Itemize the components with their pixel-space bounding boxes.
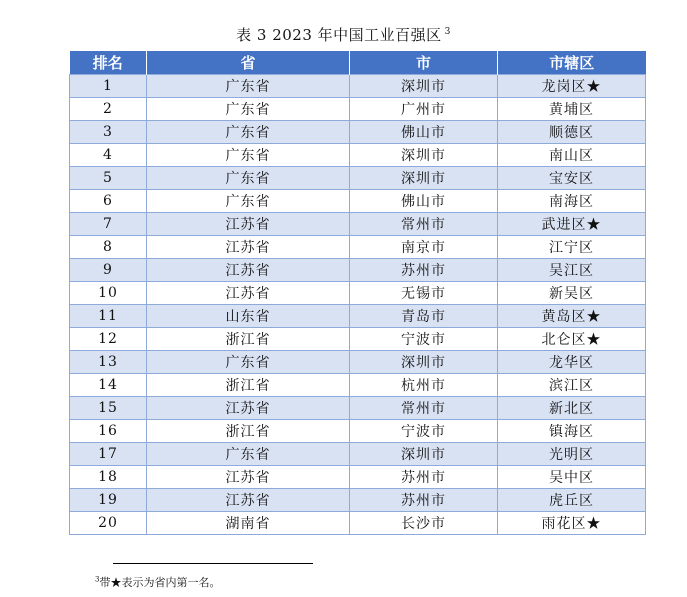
cell-district: 光明区 <box>498 443 646 466</box>
cell-province: 湖南省 <box>147 512 350 535</box>
table-row <box>70 489 646 512</box>
cell-city: 青岛市 <box>350 305 498 328</box>
cell-province: 广东省 <box>147 121 350 144</box>
table-row <box>70 374 646 397</box>
cell-province: 江苏省 <box>147 282 350 305</box>
header-rank: 排名 <box>70 51 147 75</box>
cell-rank: 5 <box>70 167 147 190</box>
cell-city: 常州市 <box>350 213 498 236</box>
cell-province: 山东省 <box>147 305 350 328</box>
caption-footnote-mark: 3 <box>444 27 451 37</box>
cell-rank: 19 <box>70 489 147 512</box>
cell-province: 广东省 <box>147 190 350 213</box>
header-row <box>70 51 646 75</box>
table-row <box>70 190 646 213</box>
cell-city: 常州市 <box>350 397 498 420</box>
cell-city: 宁波市 <box>350 328 498 351</box>
cell-city: 佛山市 <box>350 121 498 144</box>
table-row <box>70 512 646 535</box>
cell-city: 南京市 <box>350 236 498 259</box>
cell-rank: 9 <box>70 259 147 282</box>
table-row <box>70 466 646 489</box>
cell-rank: 15 <box>70 397 147 420</box>
cell-district: 宝安区 <box>498 167 646 190</box>
cell-district: 滨江区 <box>498 374 646 397</box>
table-row <box>70 259 646 282</box>
cell-district: 吴江区 <box>498 259 646 282</box>
cell-province: 江苏省 <box>147 489 350 512</box>
cell-city: 深圳市 <box>350 167 498 190</box>
cell-district: 南海区 <box>498 190 646 213</box>
cell-city: 无锡市 <box>350 282 498 305</box>
cell-province: 江苏省 <box>147 236 350 259</box>
cell-city: 苏州市 <box>350 259 498 282</box>
cell-rank: 8 <box>70 236 147 259</box>
cell-rank: 3 <box>70 121 147 144</box>
cell-city: 苏州市 <box>350 466 498 489</box>
cell-district: 龙华区 <box>498 351 646 374</box>
cell-province: 浙江省 <box>147 328 350 351</box>
table-row <box>70 420 646 443</box>
cell-district: 北仑区★ <box>498 328 646 351</box>
table-row <box>70 121 646 144</box>
table-row <box>70 98 646 121</box>
table-body <box>70 75 646 535</box>
table-row <box>70 443 646 466</box>
cell-city: 深圳市 <box>350 351 498 374</box>
cell-province: 广东省 <box>147 167 350 190</box>
cell-rank: 1 <box>70 75 147 98</box>
cell-rank: 12 <box>70 328 147 351</box>
table-row <box>70 328 646 351</box>
cell-rank: 4 <box>70 144 147 167</box>
cell-city: 长沙市 <box>350 512 498 535</box>
cell-district: 镇海区 <box>498 420 646 443</box>
table-row <box>70 144 646 167</box>
cell-rank: 17 <box>70 443 147 466</box>
cell-province: 广东省 <box>147 144 350 167</box>
cell-province: 广东省 <box>147 75 350 98</box>
cell-city: 宁波市 <box>350 420 498 443</box>
cell-rank: 18 <box>70 466 147 489</box>
header-city: 市 <box>350 51 498 75</box>
cell-rank: 10 <box>70 282 147 305</box>
cell-district: 虎丘区 <box>498 489 646 512</box>
table-row <box>70 167 646 190</box>
cell-province: 浙江省 <box>147 374 350 397</box>
caption-text: 表 3 2023 年中国工业百强区 <box>236 26 442 44</box>
cell-district: 新北区 <box>498 397 646 420</box>
cell-district: 雨花区★ <box>498 512 646 535</box>
cell-district: 新吴区 <box>498 282 646 305</box>
cell-city: 广州市 <box>350 98 498 121</box>
footnote <box>95 574 220 590</box>
header-province: 省 <box>147 51 350 75</box>
cell-district: 南山区 <box>498 144 646 167</box>
footnote-mark: 3 <box>95 575 100 584</box>
cell-city: 深圳市 <box>350 443 498 466</box>
cell-province: 广东省 <box>147 443 350 466</box>
cell-district: 龙岗区★ <box>498 75 646 98</box>
cell-rank: 7 <box>70 213 147 236</box>
cell-rank: 16 <box>70 420 147 443</box>
cell-rank: 13 <box>70 351 147 374</box>
cell-city: 佛山市 <box>350 190 498 213</box>
cell-province: 江苏省 <box>147 213 350 236</box>
cell-city: 深圳市 <box>350 144 498 167</box>
cell-district: 武进区★ <box>498 213 646 236</box>
cell-rank: 14 <box>70 374 147 397</box>
footnote-divider <box>113 563 313 564</box>
industrial-districts-table <box>69 51 646 535</box>
header-district: 市辖区 <box>498 51 646 75</box>
cell-rank: 6 <box>70 190 147 213</box>
cell-district: 黄埔区 <box>498 98 646 121</box>
table-row <box>70 75 646 98</box>
cell-province: 江苏省 <box>147 466 350 489</box>
table-row <box>70 236 646 259</box>
cell-district: 黄岛区★ <box>498 305 646 328</box>
table-header <box>70 51 646 75</box>
cell-district: 江宁区 <box>498 236 646 259</box>
table-row <box>70 282 646 305</box>
cell-province: 江苏省 <box>147 259 350 282</box>
cell-city: 杭州市 <box>350 374 498 397</box>
cell-district: 顺德区 <box>498 121 646 144</box>
cell-province: 浙江省 <box>147 420 350 443</box>
table-row <box>70 351 646 374</box>
cell-rank: 20 <box>70 512 147 535</box>
cell-rank: 11 <box>70 305 147 328</box>
table-caption <box>0 24 687 45</box>
cell-province: 江苏省 <box>147 397 350 420</box>
table-row <box>70 305 646 328</box>
cell-province: 广东省 <box>147 351 350 374</box>
cell-district: 吴中区 <box>498 466 646 489</box>
cell-rank: 2 <box>70 98 147 121</box>
footnote-text: 带★表示为省内第一名。 <box>99 576 221 589</box>
cell-city: 深圳市 <box>350 75 498 98</box>
cell-province: 广东省 <box>147 98 350 121</box>
table-row <box>70 397 646 420</box>
table-row <box>70 213 646 236</box>
cell-city: 苏州市 <box>350 489 498 512</box>
